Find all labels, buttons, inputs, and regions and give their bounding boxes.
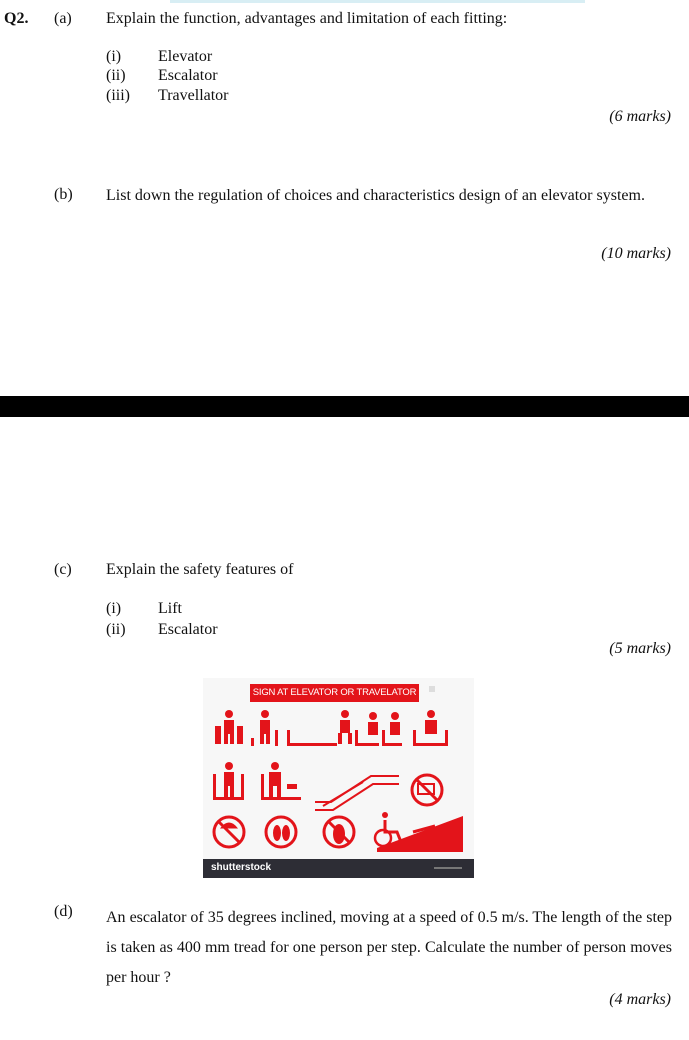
- part-b-text: List down the regulation of choices and characteristics design of an elevator system.: [106, 187, 645, 204]
- no-sitting-icon: [324, 817, 354, 847]
- watermark-logo: shutterstock: [211, 862, 272, 873]
- part-a-item-text: Elevator: [158, 48, 213, 65]
- no-pets-icon: [213, 762, 244, 800]
- part-a-label: (a): [54, 10, 72, 27]
- part-c-text: Explain the safety features of: [106, 561, 294, 578]
- no-cart-icon: [412, 775, 442, 805]
- part-c-label: (c): [54, 561, 72, 578]
- part-a-marks: (6 marks): [609, 108, 671, 125]
- child-hold-hand-icon: [355, 712, 402, 746]
- no-running-icon: [287, 710, 352, 746]
- part-a-item-text: Escalator: [158, 67, 218, 84]
- part-a-item-text: Travellator: [158, 87, 229, 104]
- part-a-item-num: (ii): [106, 67, 126, 84]
- part-b-marks: (10 marks): [601, 245, 671, 262]
- no-pets-icon-2: [261, 762, 301, 800]
- part-c-item-text: Lift: [158, 600, 182, 617]
- sign-title: SIGN AT ELEVATOR OR TRAVELATOR: [250, 684, 419, 702]
- part-d-marks: (4 marks): [609, 991, 671, 1008]
- part-a-item-num: (iii): [106, 87, 130, 104]
- page-separator-band: [0, 396, 689, 417]
- sign-footer-bar: [203, 859, 474, 878]
- part-b-label: (b): [54, 186, 73, 203]
- watermark-fineprint: [434, 867, 462, 869]
- sign-icons-graphic: [203, 678, 474, 859]
- part-a-text: Explain the function, advantages and limitation of each fitting:: [106, 10, 508, 27]
- no-leaning-icon: [413, 710, 448, 746]
- part-c-marks: (5 marks): [609, 640, 671, 657]
- no-stroller-icon: [214, 817, 244, 847]
- part-c-item-text: Escalator: [158, 621, 218, 638]
- no-bare-feet-icon: [266, 817, 296, 847]
- part-a-item-num: (i): [106, 48, 122, 65]
- watermark-square: [429, 686, 435, 692]
- top-border-line: [170, 0, 585, 3]
- escalator-outline-icon: [315, 776, 399, 810]
- question-number: Q2.: [4, 10, 29, 27]
- hold-handrail-icon: [215, 710, 243, 744]
- escalator-safety-sign-image: [203, 678, 474, 878]
- part-d-label: (d): [54, 903, 73, 920]
- part-c-item-num: (ii): [106, 621, 126, 638]
- stand-on-step-icon: [251, 710, 278, 746]
- part-d-text: An escalator of 35 degrees inclined, moving at a speed of 0.5 m/s. The length of the step is taken as 400 mm tread for one person per step. Calculate the number of person moves per hour ?: [106, 909, 672, 986]
- part-c-item-num: (i): [106, 600, 122, 617]
